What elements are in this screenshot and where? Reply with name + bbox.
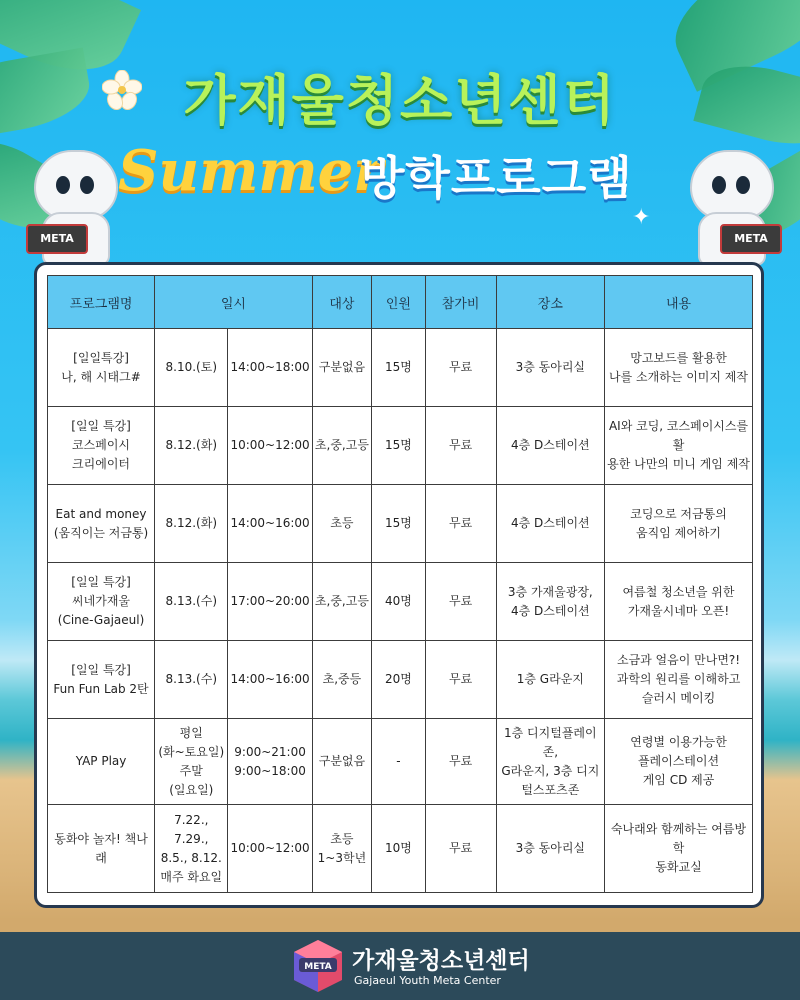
cell-program-name-line: 코스페이시	[72, 438, 131, 452]
cell-fee-line: 무료	[449, 841, 473, 855]
cell-capacity-line: 15명	[384, 516, 412, 530]
cell-content	[605, 329, 753, 407]
cell-program-name	[48, 719, 155, 805]
cell-program-name-line: 씨네가재울	[72, 594, 131, 608]
cell-content-line: 여름철 청소년을 위한	[622, 584, 735, 599]
cell-capacity	[372, 407, 425, 485]
cell-place-line: 3층 동아리실	[515, 360, 586, 374]
footer-center-name: 가재울청소년센터	[352, 948, 530, 974]
cell-time	[228, 641, 312, 719]
cell-place	[496, 719, 604, 805]
cell-content-line: 플레이스테이션	[637, 754, 720, 768]
cell-place	[496, 407, 604, 485]
cell-place	[496, 563, 604, 641]
cell-target-line: 초,중,고등	[314, 594, 369, 608]
cell-content-line: AI와 코딩, 코스페이시스를 활	[608, 419, 749, 452]
cell-fee-line: 무료	[449, 672, 473, 686]
header-program-name: 프로그램명	[48, 276, 155, 329]
table-row	[48, 641, 753, 719]
cell-time-line: 10:00~12:00	[230, 841, 310, 855]
cell-time	[228, 329, 312, 407]
table-row	[48, 719, 753, 805]
cell-target	[312, 805, 371, 893]
cell-content	[605, 485, 753, 563]
cell-time-line: 14:00~16:00	[230, 672, 310, 686]
cell-target-line: 구분없음	[318, 754, 366, 768]
cell-content-line: 움직임 제어하기	[636, 525, 721, 540]
cell-program-name-line: (움직이는 저금통)	[53, 525, 149, 540]
cell-content-line: 용한 나만의 미니 게임 제작	[607, 457, 750, 471]
program-title: 방학프로그램	[360, 151, 633, 205]
cell-content-line: 망고보드를 활용한	[630, 350, 727, 365]
cell-time	[228, 485, 312, 563]
cell-target	[312, 641, 371, 719]
cell-content-line: 과학의 원리를 이해하고	[616, 672, 741, 686]
cell-program-name	[48, 641, 155, 719]
header-capacity: 인원	[372, 276, 425, 329]
cell-date	[155, 805, 228, 893]
cell-fee-line: 무료	[449, 754, 473, 768]
cell-content	[605, 805, 753, 893]
cell-content-line: 코딩으로 저금통의	[630, 506, 727, 521]
cell-content	[605, 719, 753, 805]
cell-program-name	[48, 407, 155, 485]
cell-target	[312, 563, 371, 641]
program-table-card	[34, 262, 764, 908]
cell-date	[155, 485, 228, 563]
cell-fee	[425, 407, 496, 485]
cell-program-name	[48, 563, 155, 641]
table-header-row	[48, 276, 753, 329]
cell-capacity-line: 10명	[384, 841, 412, 855]
cell-time	[228, 407, 312, 485]
cell-fee	[425, 485, 496, 563]
table-row	[48, 407, 753, 485]
cell-program-name-line: 동화야 놀자! 책나래	[54, 831, 148, 865]
cell-content-line: 게임 CD 제공	[642, 773, 715, 787]
footer-english-name: Gajaeul Youth Meta Center	[354, 974, 501, 987]
robot-badge: META	[26, 224, 88, 254]
cell-date	[155, 641, 228, 719]
cell-content	[605, 641, 753, 719]
cell-place	[496, 641, 604, 719]
cell-program-name-line: 나, 해 시태그#	[61, 369, 141, 384]
cell-time	[228, 719, 312, 805]
cell-target	[312, 485, 371, 563]
cell-fee-line: 무료	[449, 594, 473, 608]
table-row	[48, 805, 753, 893]
cell-capacity	[372, 719, 425, 805]
cell-program-name-line: [일일특강]	[73, 350, 129, 365]
logo-badge-text: META	[304, 962, 332, 972]
cell-target-line: 초등	[330, 831, 354, 846]
cell-date-line: 8.12.(화)	[165, 438, 218, 452]
cell-fee	[425, 641, 496, 719]
cell-target-line: 구분없음	[318, 360, 366, 374]
cell-date-line: 8.10.(토)	[165, 360, 218, 374]
cell-date	[155, 563, 228, 641]
cell-fee	[425, 329, 496, 407]
header-content: 내용	[605, 276, 753, 329]
cell-content-line: 슬러시 메이킹	[641, 691, 716, 705]
cell-capacity	[372, 329, 425, 407]
cell-place-line: 털스포츠존	[521, 782, 580, 797]
cell-fee-line: 무료	[449, 516, 473, 530]
cell-program-name-line: Eat and money	[55, 506, 147, 521]
cell-content-line: 숙나래와 함께하는 여름방학	[610, 822, 747, 855]
cell-place-line: 3층 가재울광장,	[507, 584, 593, 599]
cell-content-line: 동화교실	[655, 860, 702, 874]
cell-capacity-line: 40명	[384, 594, 412, 608]
cell-time-line: 14:00~16:00	[230, 516, 310, 530]
cell-target-line: 초,중등	[322, 672, 362, 686]
cell-date-line: (일요일)	[169, 782, 214, 797]
cell-capacity	[372, 563, 425, 641]
table-row	[48, 329, 753, 407]
header-schedule: 일시	[155, 276, 313, 329]
cell-time-line: 17:00~20:00	[230, 594, 310, 608]
cell-date-line: 8.5., 8.12.	[160, 850, 222, 865]
robot-mascot-right	[670, 150, 790, 270]
cell-fee-line: 무료	[449, 438, 473, 452]
robot-mascot-left	[14, 150, 134, 270]
cell-time-line: 14:00~18:00	[230, 360, 310, 374]
cell-capacity	[372, 805, 425, 893]
cell-date-line: 평일	[179, 725, 203, 740]
cell-place	[496, 805, 604, 893]
cell-time	[228, 805, 312, 893]
cell-target	[312, 719, 371, 805]
cell-fee	[425, 719, 496, 805]
cell-place-line: 1층 G라운지	[516, 672, 584, 686]
cell-date-line: (화~토요일)	[158, 744, 225, 759]
cell-time-line: 10:00~12:00	[230, 438, 310, 452]
cell-time-line: 9:00~18:00	[234, 763, 306, 778]
cell-capacity-line: 15명	[384, 360, 412, 374]
cell-date-line: 7.22., 7.29.,	[174, 812, 209, 846]
cell-date	[155, 407, 228, 485]
cell-capacity	[372, 485, 425, 563]
cell-content	[605, 407, 753, 485]
cell-capacity	[372, 641, 425, 719]
cell-program-name-line: [일일 특강]	[71, 419, 131, 433]
cell-time-line: 9:00~21:00	[234, 744, 306, 759]
cell-program-name-line: 크리에이터	[72, 457, 131, 471]
cell-place-line: 4층 D스테이션	[511, 603, 590, 618]
cell-program-name-line: [일일 특강]	[71, 575, 131, 589]
cell-fee-line: 무료	[449, 360, 473, 374]
cell-place-line: 4층 D스테이션	[511, 516, 590, 530]
cell-place-line: 3층 동아리실	[515, 841, 586, 855]
cell-content	[605, 563, 753, 641]
center-title: 가재울청소년센터	[183, 69, 617, 132]
header-place: 장소	[496, 276, 604, 329]
cell-fee	[425, 563, 496, 641]
cell-target	[312, 407, 371, 485]
cell-place-line: 1층 디지털플레이존,	[504, 725, 597, 759]
table-row	[48, 485, 753, 563]
cell-target-line: 초등	[330, 516, 354, 530]
cell-target	[312, 329, 371, 407]
cell-time	[228, 563, 312, 641]
cell-content-line: 나를 소개하는 이미지 제작	[609, 369, 748, 384]
cell-program-name-line: YAP Play	[75, 754, 127, 768]
program-table	[47, 275, 753, 893]
cell-content-line: 소금과 얼음이 만나면?!	[616, 653, 741, 667]
cell-program-name-line: (Cine-Gajaeul)	[57, 613, 145, 627]
cell-program-name	[48, 805, 155, 893]
cell-capacity-line: 20명	[384, 672, 412, 686]
cell-place	[496, 485, 604, 563]
cell-date	[155, 329, 228, 407]
cell-fee	[425, 805, 496, 893]
cell-date-line: 매주 화요일	[160, 869, 223, 884]
summer-title: Summer	[118, 138, 383, 204]
robot-badge: META	[720, 224, 782, 254]
header-target: 대상	[312, 276, 371, 329]
cell-place-line: 4층 D스테이션	[511, 438, 590, 452]
cell-capacity-line: -	[396, 754, 401, 768]
meta-center-logo	[290, 938, 346, 994]
cell-target-line: 1~3학년	[317, 850, 367, 865]
cell-program-name	[48, 329, 155, 407]
cell-date-line: 8.13.(수)	[165, 672, 218, 686]
sparkle-icon: ✦	[632, 205, 651, 230]
cell-content-line: 연령별 이용가능한	[630, 735, 727, 749]
cell-program-name	[48, 485, 155, 563]
cell-capacity-line: 15명	[384, 438, 412, 452]
cell-place-line: G라운지, 3층 디지	[501, 763, 600, 778]
cell-content-line: 가재울시네마 오픈!	[627, 603, 730, 618]
cell-date-line: 8.13.(수)	[165, 594, 218, 608]
cell-place	[496, 329, 604, 407]
cell-date-line: 주말	[179, 763, 203, 778]
header-fee: 참가비	[425, 276, 496, 329]
cell-program-name-line: Fun Fun Lab 2탄	[53, 681, 149, 696]
cell-date-line: 8.12.(화)	[165, 516, 218, 530]
cell-date	[155, 719, 228, 805]
cell-program-name-line: [일일 특강]	[71, 662, 131, 677]
table-row	[48, 563, 753, 641]
cell-target-line: 초,중,고등	[314, 438, 369, 452]
